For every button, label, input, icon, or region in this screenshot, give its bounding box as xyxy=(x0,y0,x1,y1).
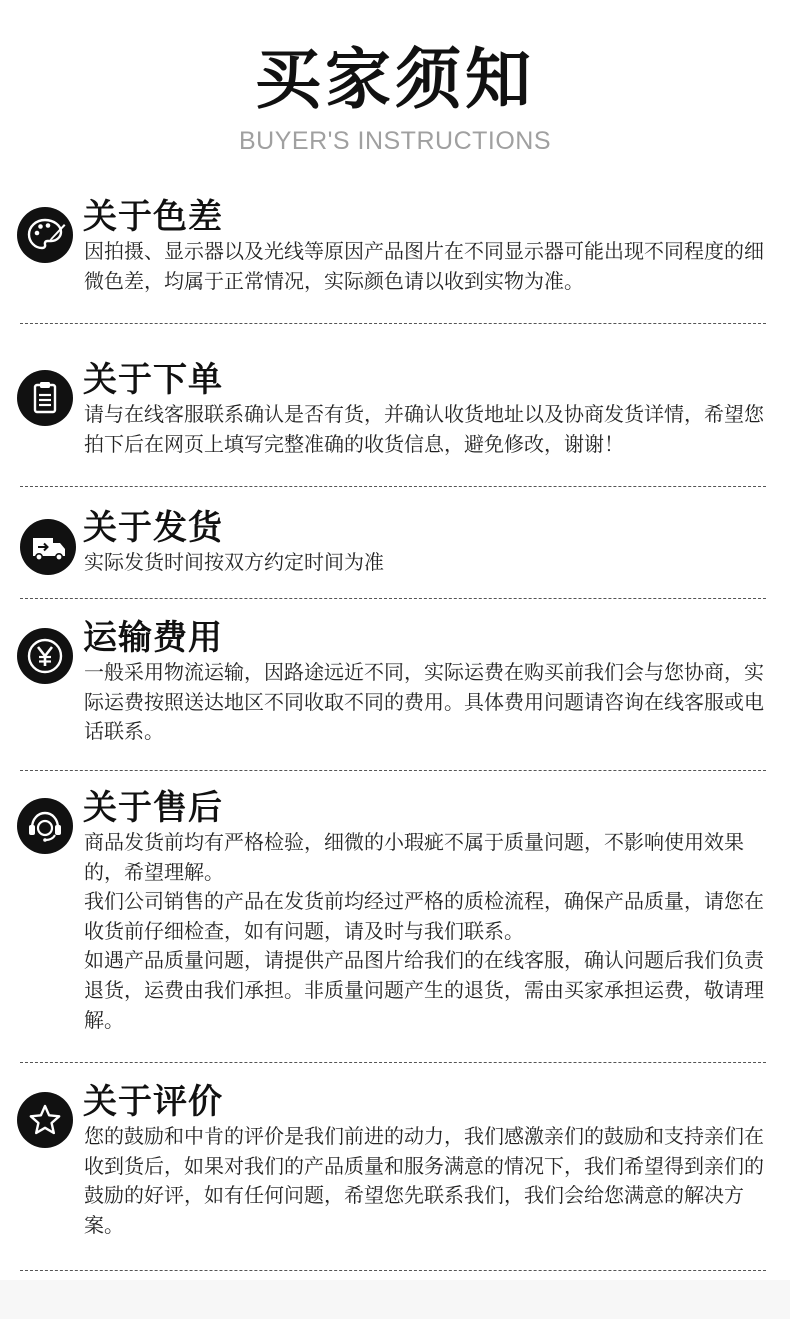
section-title: 关于发货 xyxy=(83,508,223,548)
section-paragraph: 一般采用物流运输，因路途远近不同，实际运费在购买前我们会与您协商，实际运费按照送达地区不同收取不同的费用。具体费用问题请咨询在线客服或电话联系。 xyxy=(84,660,764,744)
section-title: 运输费用 xyxy=(83,618,223,658)
page-subtitle: BUYER'S INSTRUCTIONS xyxy=(238,127,552,155)
section-paragraph: 实际发货时间按双方约定时间为准 xyxy=(84,550,384,574)
dashed-divider xyxy=(20,1270,766,1271)
dashed-divider xyxy=(20,323,766,324)
section-body xyxy=(84,548,774,578)
star-icon xyxy=(17,1092,73,1148)
palette-icon xyxy=(17,207,73,263)
dashed-divider xyxy=(20,598,766,599)
section-body xyxy=(84,658,774,747)
dashed-divider xyxy=(20,770,766,771)
section-body xyxy=(84,828,774,1035)
headset-support-icon xyxy=(17,798,73,854)
clipboard-icon xyxy=(17,370,73,426)
dashed-divider xyxy=(20,486,766,487)
page-header xyxy=(0,40,790,156)
section-title: 关于下单 xyxy=(83,360,223,400)
section-body xyxy=(84,237,774,296)
page-title: 买家须知 xyxy=(255,41,535,118)
section-paragraph: 商品发货前均有严格检验，细微的小瑕疵不属于质量问题，不影响使用效果的，希望理解。 xyxy=(84,830,744,884)
section-paragraph: 因拍摄、显示器以及光线等原因产品图片在不同显示器可能出现不同程度的细微色差，均属于正常情况，实际颜色请以收到实物为准。 xyxy=(84,239,764,293)
delivery-truck-icon xyxy=(20,519,76,575)
section-body xyxy=(84,1122,774,1240)
section-paragraph: 您的鼓励和中肯的评价是我们前进的动力，我们感激亲们的鼓励和支持亲们在收到货后，如果对我们的产品质量和服务满意的情况下，我们希望得到亲们的鼓励的好评，如有任何问题，希望您先联系我们，我们会给您满意的解决方案。 xyxy=(84,1124,764,1237)
section-title: 关于评价 xyxy=(83,1082,223,1122)
dashed-divider xyxy=(20,1062,766,1063)
section-title: 关于售后 xyxy=(83,788,223,828)
section-paragraph: 如遇产品质量问题，请提供产品图片给我们的在线客服，确认问题后我们负责退货，运费由我们承担。非质量问题产生的退货，需由买家承担运费，敬请理解。 xyxy=(84,948,764,1032)
section-body xyxy=(84,400,774,459)
bottom-band xyxy=(0,1280,790,1319)
section-title: 关于色差 xyxy=(83,197,223,237)
section-paragraph: 我们公司销售的产品在发货前均经过严格的质检流程，确保产品质量，请您在收货前仔细检查，如有问题，请及时与我们联系。 xyxy=(84,889,764,943)
yen-coin-icon xyxy=(17,628,73,684)
section-paragraph: 请与在线客服联系确认是否有货，并确认收货地址以及协商发货详情，希望您拍下后在网页上填写完整准确的收货信息，避免修改，谢谢！ xyxy=(84,402,764,456)
